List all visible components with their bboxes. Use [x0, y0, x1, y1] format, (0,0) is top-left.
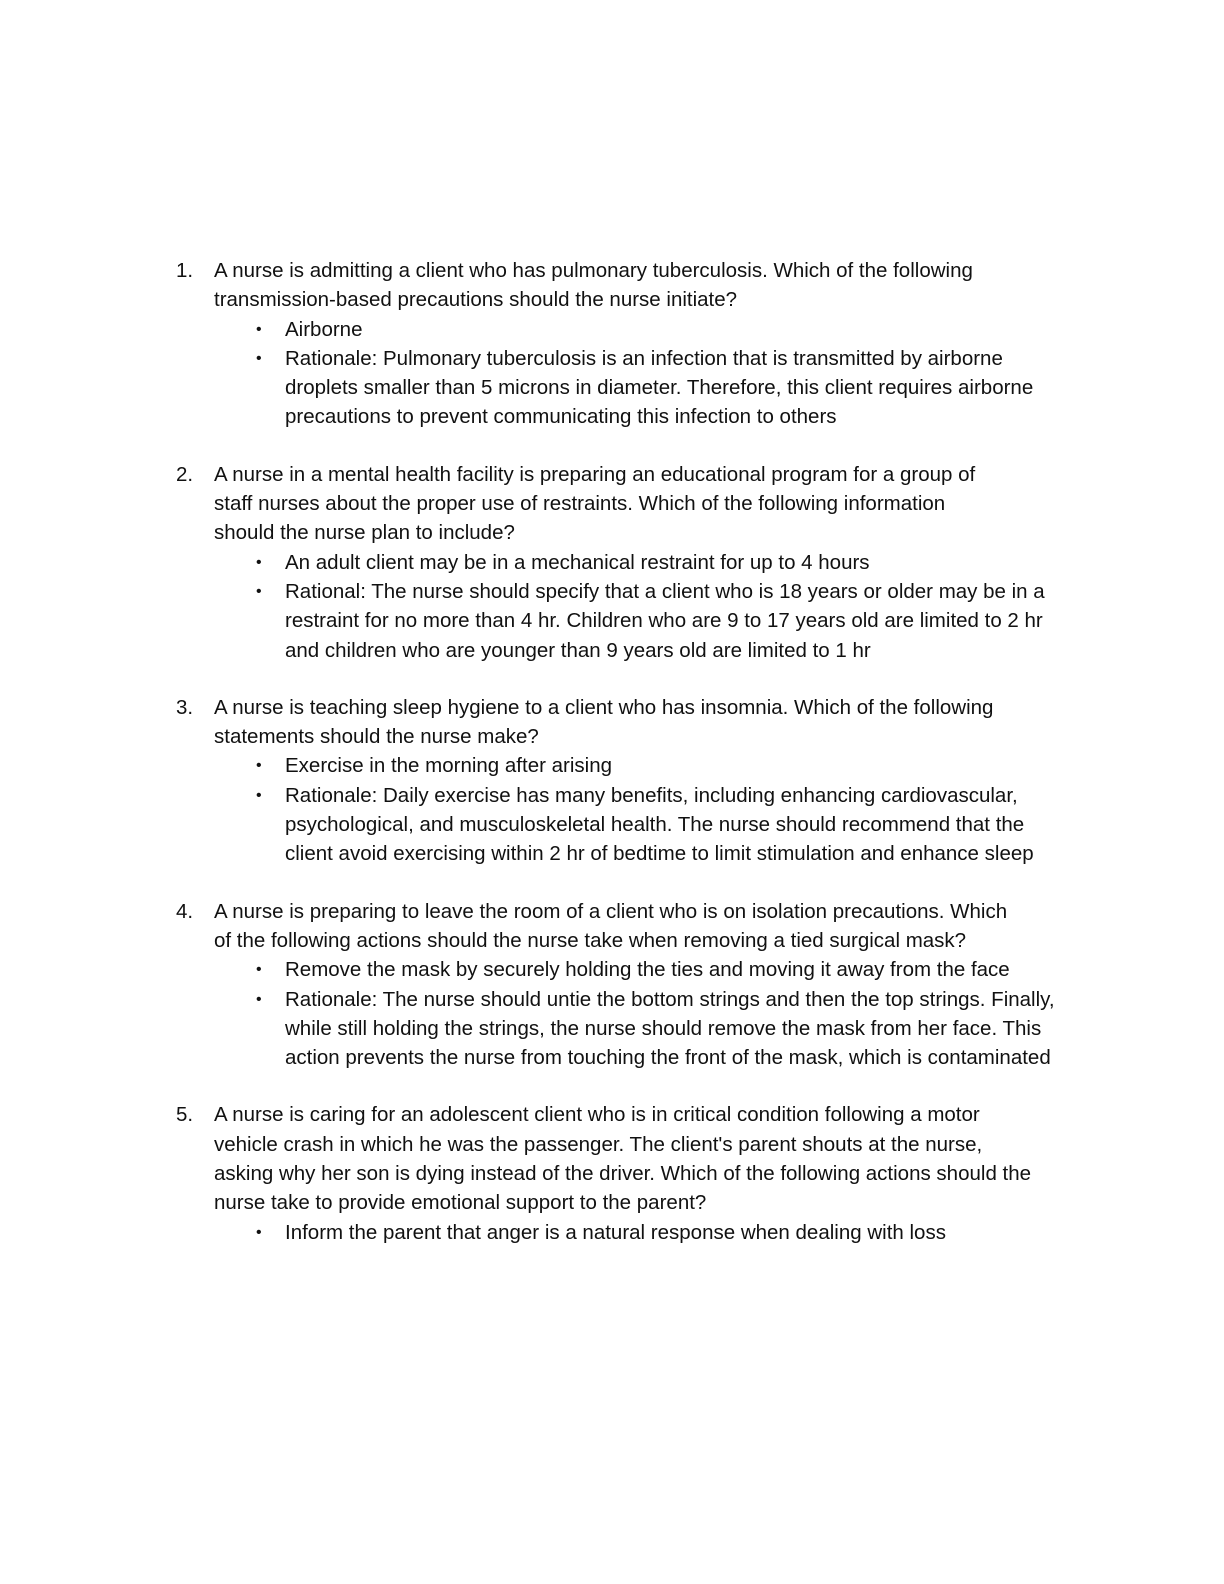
answer-text: Exercise in the morning after arising [285, 754, 613, 778]
answer-item [256, 751, 1065, 780]
question-text: A nurse in a mental health facility is preparing an educational program for a group of staff nurses about the proper use of restraints. Which of the following information should the nurse plan to include? [214, 462, 976, 545]
bullet-icon: • [256, 961, 262, 979]
bullet-icon: • [256, 786, 262, 804]
question-item [172, 693, 1072, 869]
question-item [172, 897, 1072, 1073]
rationale-text: Rationale: Pulmonary tuberculosis is an infection that is transmitted by airborne droplets smaller than 5 microns in diameter. Therefore, this client requires airborne precautions to prevent communicating this infection to others [285, 346, 1034, 429]
answer-text: Remove the mask by securely holding the ties and moving it away from the face [285, 958, 1010, 982]
question-text: A nurse is teaching sleep hygiene to a client who has insomnia. Which of the following statements should the nurse make? [214, 695, 994, 749]
bullet-icon: • [256, 1223, 262, 1241]
question-number: 3. [176, 695, 194, 719]
answer-item [256, 955, 1065, 984]
question-text: A nurse is admitting a client who has pulmonary tuberculosis. Which of the following transmission-based precautions should the nurse initiate? [214, 259, 973, 312]
answer-text: Inform the parent that anger is a natural response when dealing with loss [285, 1220, 946, 1244]
bullet-icon: • [256, 349, 262, 367]
bullet-icon: • [256, 553, 262, 571]
answer-item [256, 1218, 1065, 1247]
answer-list [214, 751, 1072, 868]
answer-text: Airborne [285, 317, 363, 341]
answer-item [256, 548, 1065, 577]
rationale-text: Rationale: The nurse should untie the bottom strings and then the top strings. Finally, while still holding the strings, the nurse should remove the mask from her face. This action prevents the nurse from touching the front of the mask, which is contaminated [285, 987, 1055, 1070]
rationale-item [256, 985, 1065, 1073]
question-text: A nurse is caring for an adolescent client who is in critical condition following a motor vehicle crash in which he was the passenger. The client's parent shouts at the nurse, asking why her son is dying instead of the driver. Which of the following actions should the nurse take to provide emotional support to the parent? [214, 1103, 1032, 1215]
question-item [172, 256, 1072, 432]
rationale-text: Rational: The nurse should specify that a client who is 18 years or older may be in a restraint for no more than 4 hr. Children who are 9 to 17 years old are limited to 2 hr and children who are younger than 9 years old are limited to 1 hr [285, 579, 1045, 662]
question-number: 5. [176, 1103, 194, 1127]
bullet-icon: • [256, 757, 262, 775]
answer-list [214, 955, 1072, 1072]
question-number: 4. [176, 899, 194, 923]
rationale-item [256, 781, 1065, 869]
question-number: 2. [176, 462, 194, 486]
question-number: 1. [176, 259, 194, 282]
answer-list [214, 315, 1072, 432]
rationale-item [256, 577, 1065, 665]
question-text: A nurse is preparing to leave the room of a client who is on isolation precautions. Which of the following actions should the nurse take when removing a tied surgical mask? [214, 899, 1008, 952]
question-list [172, 256, 1072, 1275]
bullet-icon: • [256, 582, 262, 600]
answer-text: An adult client may be in a mechanical restraint for up to 4 hours [285, 550, 870, 574]
answer-list [214, 1218, 1072, 1247]
question-item [172, 1100, 1072, 1246]
answer-item [256, 315, 1065, 344]
rationale-item [256, 344, 1065, 432]
rationale-text: Rationale: Daily exercise has many benefits, including enhancing cardiovascular, psychological, and musculoskeletal health. The nurse should recommend that the client avoid exercising within 2 hr of bedtime to limit stimulation and enhance sleep [285, 783, 1034, 866]
answer-list [214, 548, 1072, 665]
question-item [172, 460, 1072, 665]
bullet-icon: • [256, 320, 262, 338]
bullet-icon: • [256, 990, 262, 1008]
